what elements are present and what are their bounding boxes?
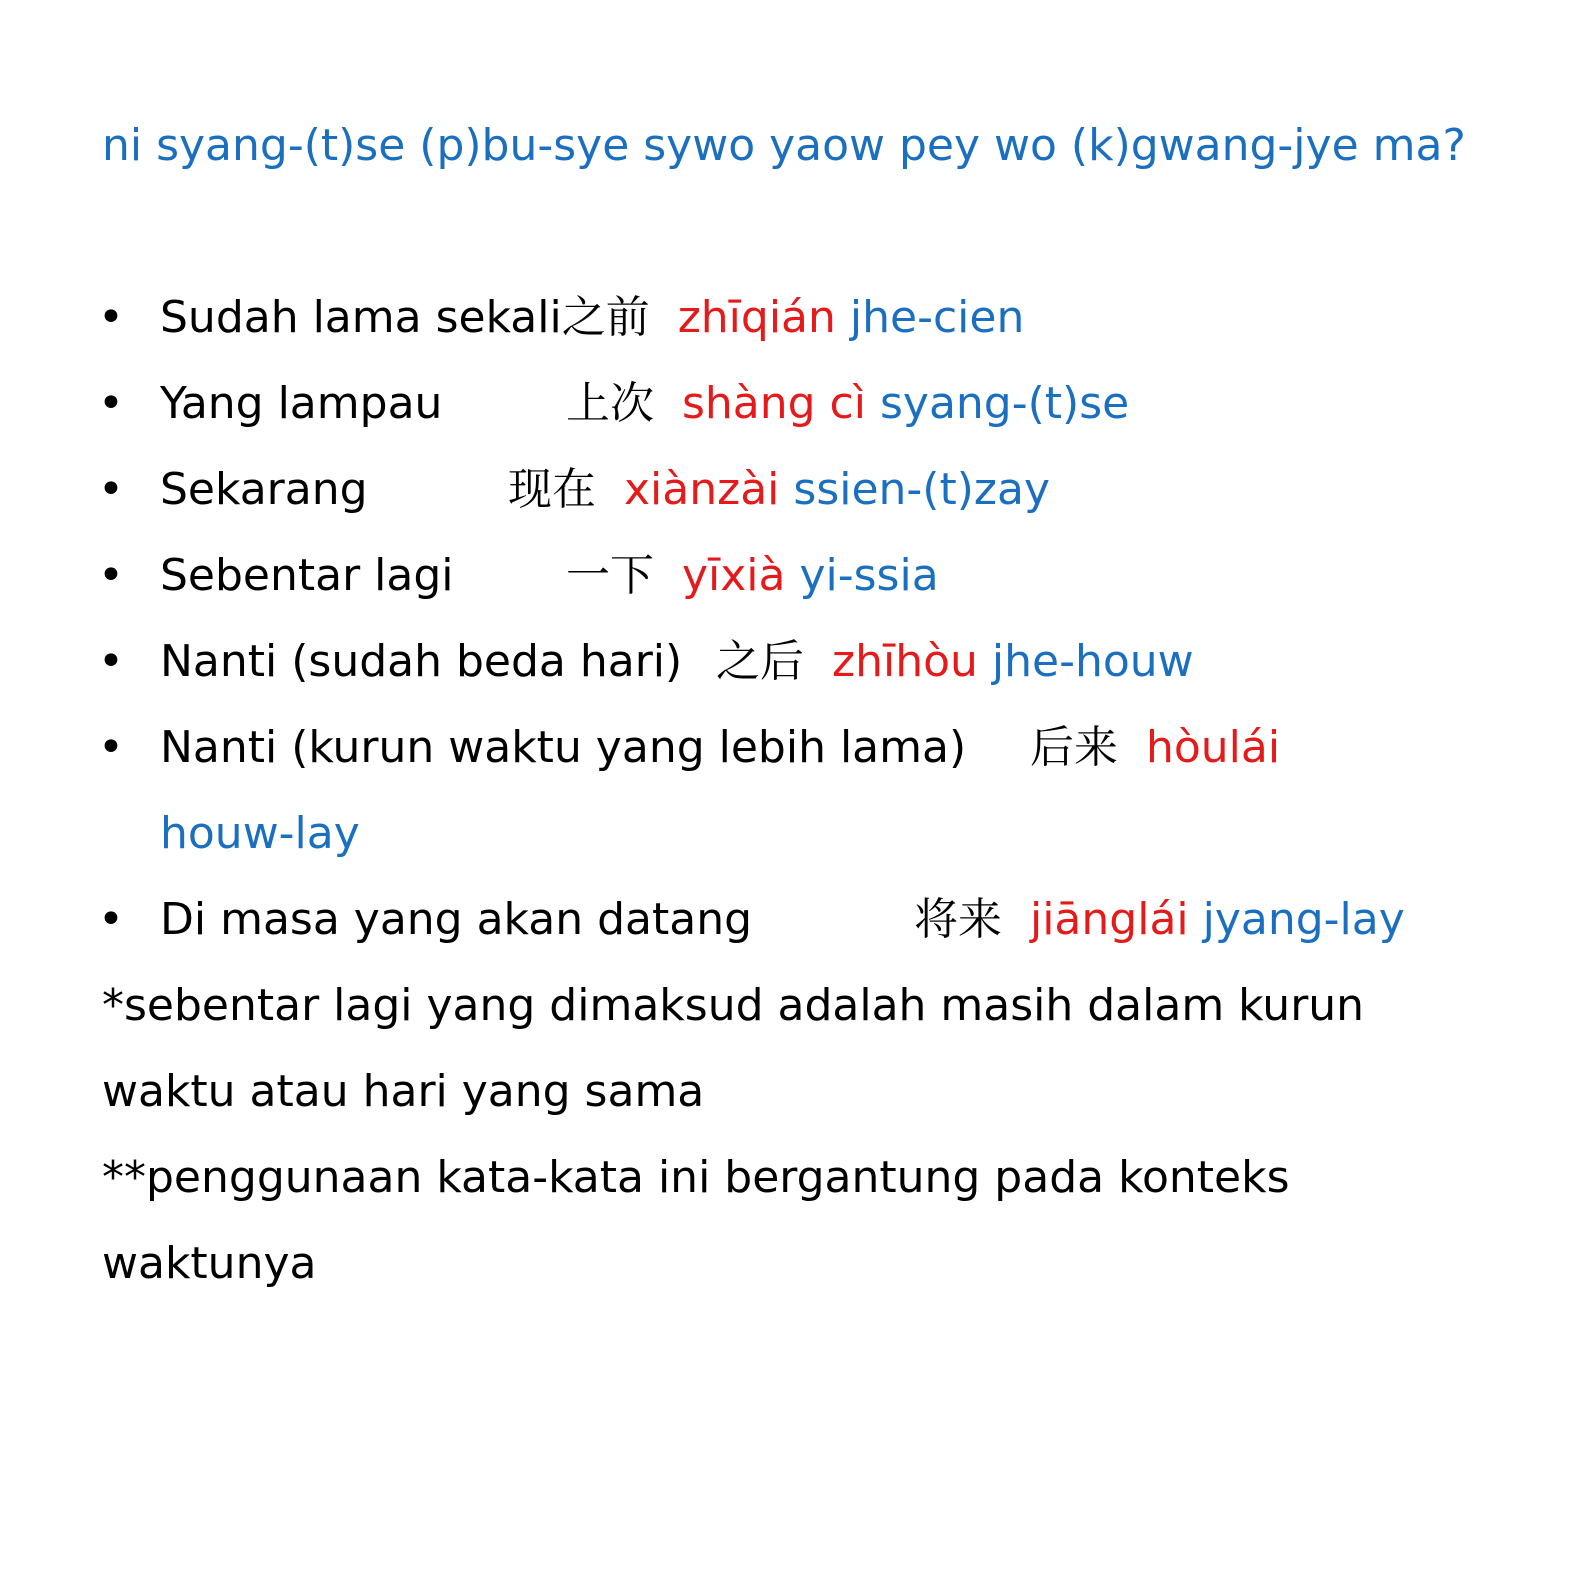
hanzi-text: 将来 (914, 894, 1002, 945)
bullet-dot: • (98, 464, 124, 515)
hanzi-text: 上次 (566, 378, 654, 429)
footnote-line: waktunya (102, 1238, 317, 1289)
footnote-line: **penggunaan kata-kata ini bergantung pada konteks (102, 1152, 1290, 1203)
hanzi-text: 之前 (561, 292, 650, 343)
list-item-translation (716, 636, 1194, 687)
indonesian-text: Sekarang (160, 464, 368, 515)
romanization-text: ssien-(t)zay (793, 464, 1050, 515)
list-item-translation (1030, 722, 1281, 773)
romanization-text: jhe-cien (849, 292, 1025, 343)
list-item-translation (566, 378, 1130, 429)
bullet-dot: • (98, 894, 124, 945)
pinyin-text: shàng cì (681, 378, 866, 429)
list-item-translation (508, 464, 1050, 515)
bullet-dot: • (98, 722, 124, 773)
pinyin-text: zhīqián (677, 292, 836, 343)
list-item (160, 464, 368, 515)
page-title: ni syang-(t)se (p)bu-sye sywo yaow pey wo (k)gwang-jye ma? (102, 120, 1466, 171)
list-item (160, 894, 753, 945)
hanzi-text: 之后 (716, 636, 804, 687)
pinyin-text: xiànzài (623, 464, 780, 515)
romanization-text: syang-(t)se (879, 378, 1130, 429)
indonesian-text: Nanti (sudah beda hari) (160, 636, 683, 687)
indonesian-text: Sebentar lagi (160, 550, 454, 601)
pinyin-text: yīxià (681, 550, 786, 601)
hanzi-text: 一下 (566, 550, 654, 601)
indonesian-text: Sudah lama sekali (160, 292, 562, 343)
list-item (160, 292, 1025, 343)
romanization-text: houw-lay (160, 808, 360, 859)
bullet-dot: • (98, 292, 124, 343)
list-item-translation (914, 894, 1405, 945)
pinyin-text: jiānglái (1029, 894, 1189, 945)
indonesian-text: Nanti (kurun waktu yang lebih lama) (160, 722, 967, 773)
hanzi-text: 现在 (508, 464, 596, 515)
pinyin-text: zhīhòu (831, 636, 978, 687)
romanization-text: jhe-houw (991, 636, 1194, 687)
list-item (160, 550, 454, 601)
hanzi-text: 后来 (1030, 722, 1118, 773)
bullet-dot: • (98, 636, 124, 687)
list-item (160, 722, 967, 773)
list-item (160, 636, 683, 687)
list-item-translation (566, 550, 939, 601)
bullet-dot: • (98, 378, 124, 429)
romanization-text: yi-ssia (799, 550, 939, 601)
pinyin-text: hòulái (1145, 722, 1281, 773)
indonesian-text: Di masa yang akan datang (160, 894, 753, 945)
list-item-continuation (160, 808, 360, 859)
romanization-text: jyang-lay (1202, 894, 1405, 945)
footnote-line: waktu atau hari yang sama (102, 1066, 705, 1117)
indonesian-text: Yang lampau (160, 378, 443, 429)
list-item (160, 378, 443, 429)
footnote-line: *sebentar lagi yang dimaksud adalah masih dalam kurun (102, 980, 1365, 1031)
bullet-dot: • (98, 550, 124, 601)
